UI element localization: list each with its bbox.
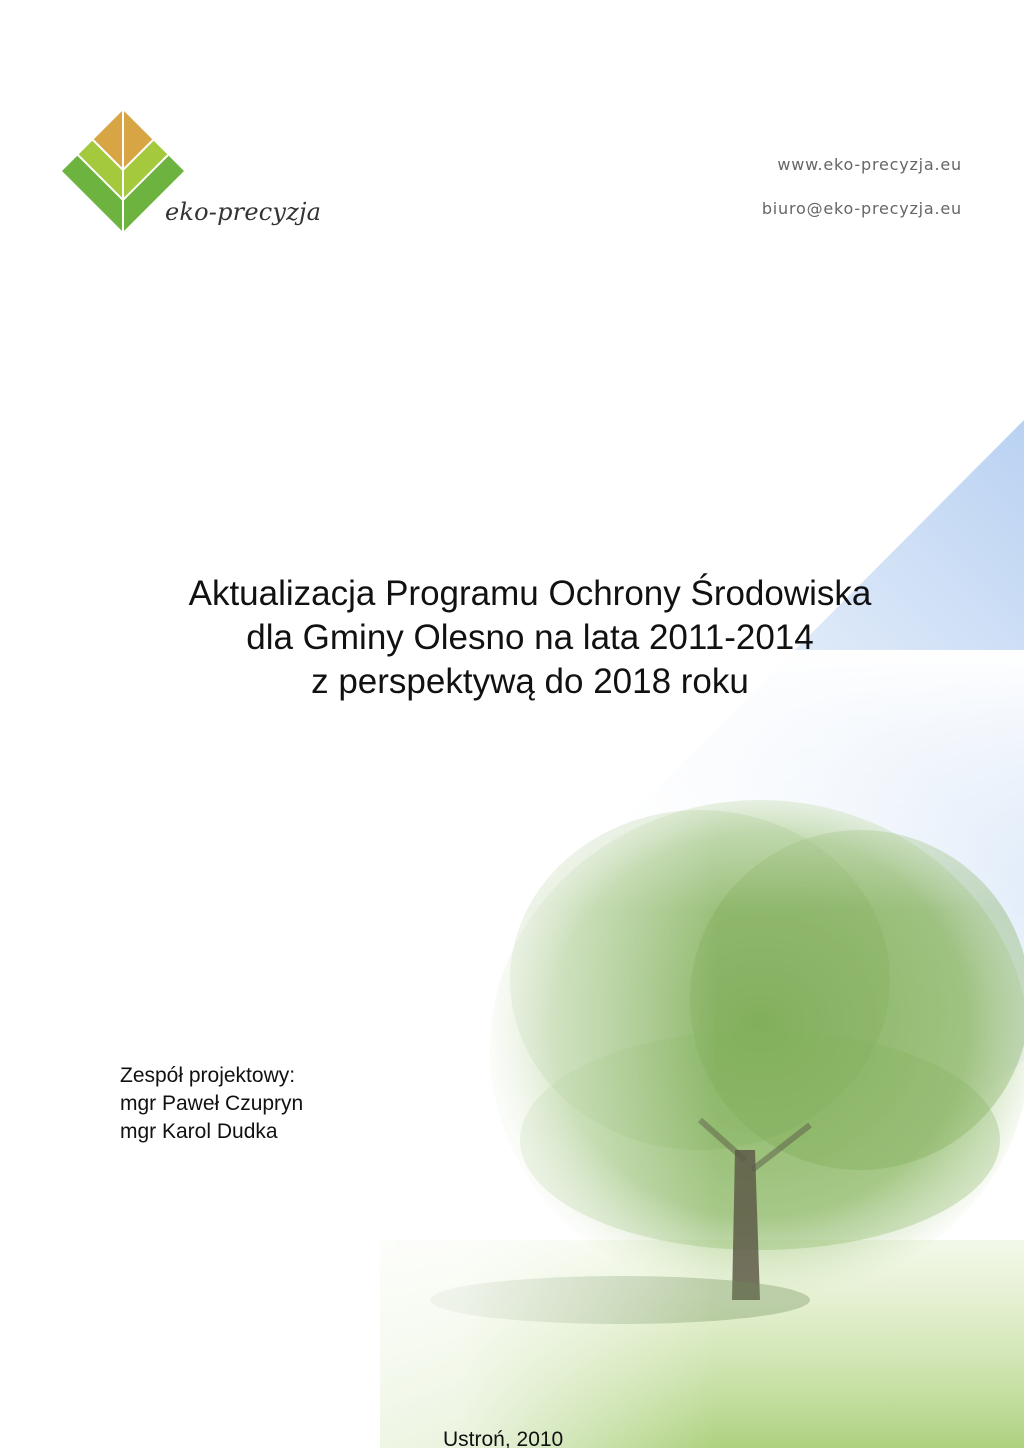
email-link[interactable]: biuro@eko-precyzja.eu	[761, 199, 962, 218]
team-member: mgr Karol Dudka	[120, 1120, 278, 1143]
website-link[interactable]: www.eko-precyzja.eu	[777, 155, 962, 174]
title-line-2: dla Gminy Olesno na lata 2011-2014	[246, 618, 814, 657]
title-line-1: Aktualizacja Programu Ochrony Środowiska	[188, 574, 872, 613]
team-label: Zespół projektowy:	[120, 1064, 296, 1087]
company-logo	[60, 108, 322, 240]
place-and-date: Ustroń, 2010	[443, 1428, 564, 1448]
title-line-3: z perspektywą do 2018 roku	[311, 662, 749, 701]
document-title	[0, 572, 1024, 704]
team-member: mgr Paweł Czupryn	[120, 1092, 304, 1115]
logo-text: eko-precyzja	[165, 198, 322, 226]
contact-info	[762, 150, 962, 238]
project-team	[120, 1062, 303, 1146]
